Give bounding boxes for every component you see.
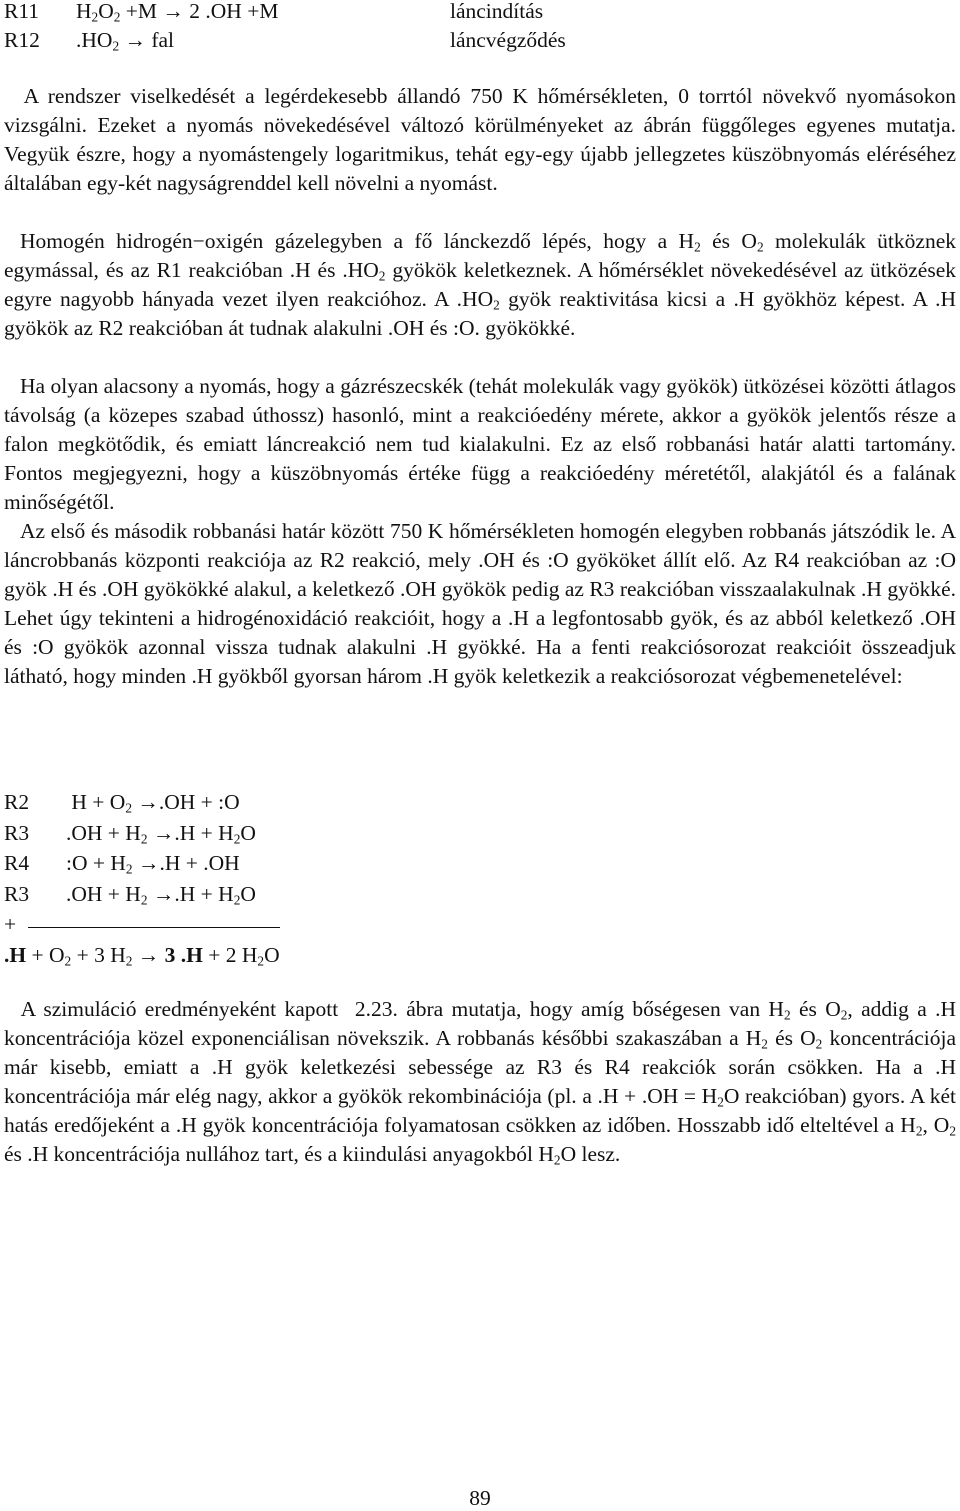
sum-sign: + [4, 912, 17, 937]
paragraph-first-limit: Ha olyan alacsony a nyomás, hogy a gázrészecskék (tehát molekulák vagy gyökök) ütközései közötti átlagos távolság (a közepes szabad úthossz) hasonló, mint a reakcióedény mérete, akkor a gyökök jelentős része a falon megkötődik, és emiatt láncreakció nem tud kialakulni. Ez az első robbanási határ alatti tartomány. Fontos megjegyezni, hogy a küszöbnyomás értéke függ a reakcióedény méretétől, alakjától és a falának minőségétől. [4, 374, 956, 515]
mechanism-equation: $.OH + H_2 \to.H + H_2O$ [66, 881, 256, 908]
mechanism-label: R3 [4, 881, 30, 906]
reaction-equation: $.HO_2$ → fal [76, 28, 175, 54]
mechanism-label: R2 [4, 790, 30, 814]
sum-line [28, 927, 280, 928]
mechanism-equation: $.OH + H_2 \to.H + H_2O$ [66, 820, 256, 846]
mechanism-row [4, 879, 280, 910]
reaction-equation: $H_2O_2 +M \to 2$ .OH +M [76, 0, 279, 25]
reaction-type: láncvégződés [450, 28, 566, 52]
mechanism-row [4, 848, 280, 879]
reaction-id: R11 [4, 0, 40, 23]
mechanism-equation: :O + $H_2 \to.H + .OH$ [66, 851, 240, 877]
mechanism-equation: $H + O_2 \to.OH$ + :O [66, 790, 240, 816]
reaction-id: R12 [4, 28, 40, 52]
mechanism-label: R4 [4, 851, 30, 876]
reaction-type: láncindítás [450, 0, 544, 23]
reaction-mechanism [4, 787, 280, 971]
mechanism-row [4, 818, 280, 849]
net-reaction-row [4, 940, 280, 971]
net-reaction: $.H + O_2 + 3$ $H_2 \to 3$ .H + 2 $H_2O$ [4, 942, 280, 969]
paragraph-simulation-result: A szimuláció eredményeként kapott 2.23. ábra mutatja, hogy amíg bőségesen van $H_2$ és $O_2$, addig a .H koncentrációja közel exponenciálisan növekszik. A robbanás későbbi szakaszában a $H_2$ és $O_2$ koncentrációja már kisebb, emiatt a .H gyök keletkezési sebessége az R3 és R4 reakciók során csökken. Ha a .H koncentrációja már elég nagy, akkor a gyökök rekombinációja (pl. a $.H + .OH = H_2O$ reakcióban) gyors. A két hatás eredőjeként a .H gyök koncentrációja folyamatosan csökken az időben. Hosszabb idő elteltével a $H_2$, $O_2$ és .H koncentrációja nullához tart, és a kiindulási anyagokból $H_2O$ lesz. [4, 997, 957, 1168]
paragraph-explosion-region: Az első és második robbanási határ között 750 K hőmérsékleten homogén elegyben robbanás játszódik le. A láncrobbanás központi reakciója az R2 reakció, mely .OH és :O gyököket állít elő. Az R4 reakcióban az :O gyök .H és .OH gyökökké alakul, a keletkező .OH gyökök pedig az R3 reakcióban visszaalakulnak .H gyökké. Lehet úgy tekinteni a hidrogénoxidáció reakcióit, hogy a .H a legfontosabb gyök, és az abból keletkező .OH és :O gyökök azonnal vissza tudnak alakulni .H gyökké. Ha a fenti reakciósorozat reakcióit összeadjuk látható, hogy minden .H gyökből gyorsan három .H gyök keletkezik a reakciósorozat végbemenetelével: [4, 519, 956, 689]
sum-row [4, 909, 280, 940]
paragraph-chain-initiation: Homogén hidrogén−oxigén gázelegyben a fő lánckezdő lépés, hogy a $H_2$ és $O_2$ molekulák ütköznek egymással, és az R1 reakcióban .H és $.HO_2$ gyökök keletkeznek. A hőmérséklet növekedésével az ütközések egyre nagyobb hányada vezet ilyen reakcióhoz. A $.HO_2$ gyök reaktivitása kicsi a .H gyökhöz képest. A .H gyökök az R2 reakcióban át tudnak alakulni .OH és :O. gyökökké. [4, 229, 956, 341]
page-number: 89 [469, 1486, 491, 1510]
mechanism-row [4, 787, 280, 818]
mechanism-label: R3 [4, 820, 30, 845]
paragraph-pressure-intro: A rendszer viselkedését a legérdekesebb állandó 750 K hőmérsékleten, 0 torrtól növekvő nyomásokon vizsgálni. Ezeket a nyomás növekedésével változó körülményeket az ábrán függőleges egyenes mutatja. Vegyük észre, hogy a nyomástengely logaritmikus, tehát egy-egy újabb jellegzetes küszöbnyomás eléréséhez általában egy-két nagyságrenddel kell növelni a nyomást. [4, 84, 956, 196]
